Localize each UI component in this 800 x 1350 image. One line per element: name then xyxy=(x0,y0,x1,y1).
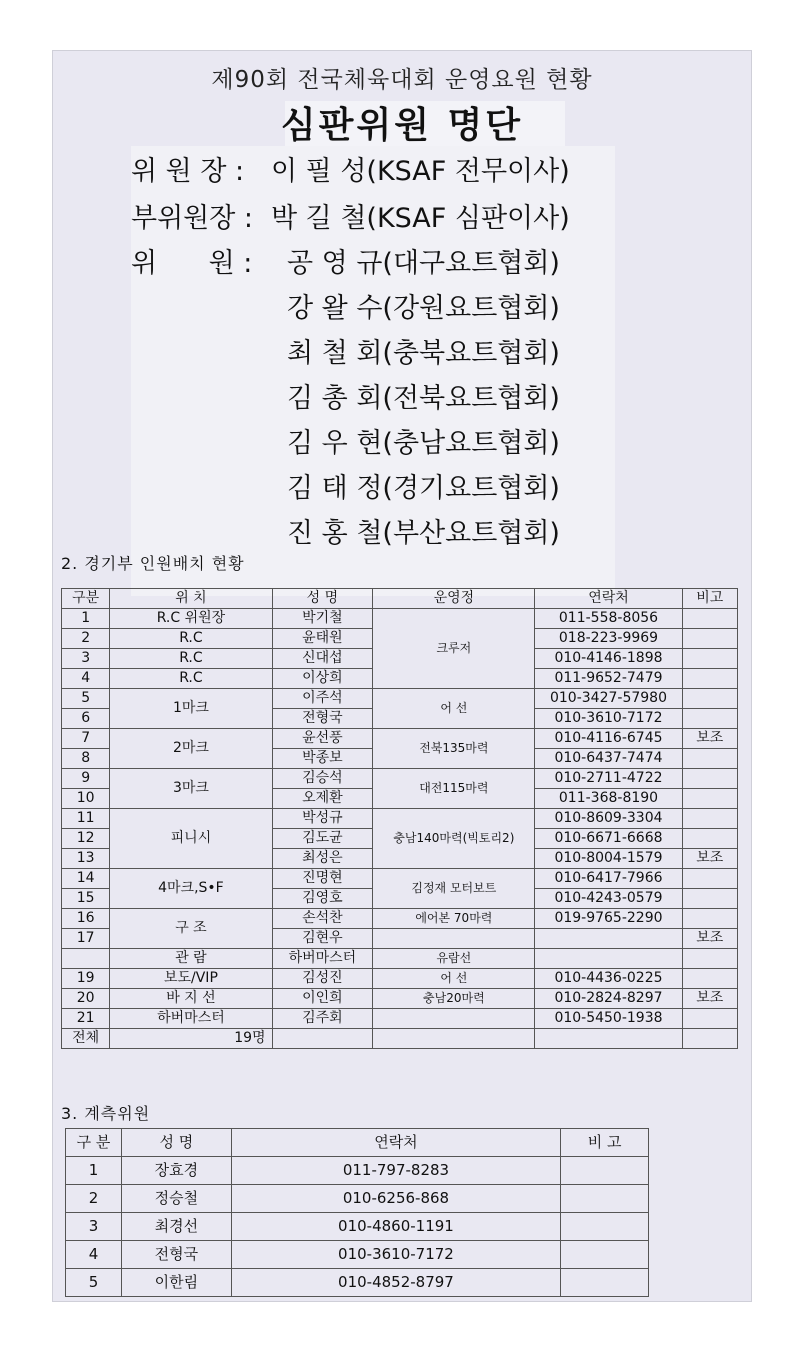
cell-location: R.C xyxy=(110,669,272,689)
cell-name: 최성은 xyxy=(272,849,373,869)
cell-boat: 김정재 모터보트 xyxy=(373,869,535,909)
cell-note xyxy=(682,649,737,669)
cell-location: R.C 위원장 xyxy=(110,609,272,629)
cell-empty xyxy=(535,1029,682,1049)
cell-name: 김현우 xyxy=(272,929,373,949)
table-total-row xyxy=(62,1029,738,1049)
cell-name: 박종보 xyxy=(272,749,373,769)
cell-note: 보조 xyxy=(682,929,737,949)
cell-note xyxy=(682,609,737,629)
cell-name: 장효경 xyxy=(121,1157,231,1185)
cell-note xyxy=(682,829,737,849)
cell-boat xyxy=(373,1009,535,1029)
cell-name: 전형국 xyxy=(272,709,373,729)
committee-member: 진 홍 철(부산요트협회) xyxy=(287,518,560,549)
cell-location: 1마크 xyxy=(110,689,272,729)
table-row xyxy=(62,969,738,989)
cell-boat: 유람선 xyxy=(373,949,535,969)
cell-boat: 에어본 70마력 xyxy=(373,909,535,929)
cell-note xyxy=(682,809,737,829)
cell-name: 김주회 xyxy=(272,1009,373,1029)
cell-location: 3마크 xyxy=(110,769,272,809)
cell-name: 이주석 xyxy=(272,689,373,709)
cell-phone: 011-558-8056 xyxy=(535,609,682,629)
cell-phone: 010-4860-1191 xyxy=(231,1213,560,1241)
cell-boat: 대전115마력 xyxy=(373,769,535,809)
cell-name: 오제환 xyxy=(272,789,373,809)
table-header-row xyxy=(66,1129,649,1157)
table-row xyxy=(66,1269,649,1297)
section2-heading: 2. 경기부 인원배치 현황 xyxy=(61,554,245,573)
cell-name: 전형국 xyxy=(121,1241,231,1269)
table-row xyxy=(66,1157,649,1185)
committee-member: 최 철 회(충북요트협회) xyxy=(287,338,560,369)
cell-note xyxy=(561,1185,649,1213)
cell-location: 하버마스터 xyxy=(110,1009,272,1029)
cell-phone: 010-8609-3304 xyxy=(535,809,682,829)
committee-member: 김 우 현(충남요트협회) xyxy=(287,428,560,459)
document-subtitle: 심판위원 명단 xyxy=(280,105,524,146)
members-label: 위 원 : xyxy=(131,248,253,279)
table-row xyxy=(62,729,738,749)
cell-phone: 010-3427-57980 xyxy=(535,689,682,709)
cell-note xyxy=(682,669,737,689)
table-row xyxy=(62,609,738,629)
cell-no: 16 xyxy=(62,909,110,929)
header-cell: 운영정 xyxy=(373,589,535,609)
cell-name: 신대섭 xyxy=(272,649,373,669)
cell-note xyxy=(682,969,737,989)
cell-name: 진명현 xyxy=(272,869,373,889)
committee-member: 김 총 회(전북요트협회) xyxy=(287,383,560,414)
header-cell: 비 고 xyxy=(561,1129,649,1157)
header-cell: 성 명 xyxy=(121,1129,231,1157)
cell-no: 9 xyxy=(62,769,110,789)
cell-no: 5 xyxy=(62,689,110,709)
measurement-committee-table xyxy=(65,1128,649,1297)
cell-phone xyxy=(535,949,682,969)
table-header-row xyxy=(62,589,738,609)
cell-name: 이인희 xyxy=(272,989,373,1009)
staff-assignment-table xyxy=(61,588,738,1049)
cell-no: 6 xyxy=(62,709,110,729)
cell-empty xyxy=(272,1029,373,1049)
committee-member: 공 영 규(대구요트협회) xyxy=(287,248,560,279)
cell-boat: 충남140마력(빅토리2) xyxy=(373,809,535,869)
cell-phone: 010-2824-8297 xyxy=(535,989,682,1009)
cell-name: 윤선풍 xyxy=(272,729,373,749)
cell-phone: 010-4243-0579 xyxy=(535,889,682,909)
cell-name: 김성진 xyxy=(272,969,373,989)
cell-note xyxy=(682,789,737,809)
total-label: 전체 xyxy=(62,1029,110,1049)
table-row xyxy=(62,909,738,929)
cell-note xyxy=(561,1157,649,1185)
cell-location: 관 람 xyxy=(110,949,272,969)
cell-boat: 어 선 xyxy=(373,969,535,989)
cell-no: 8 xyxy=(62,749,110,769)
cell-name: 손석찬 xyxy=(272,909,373,929)
cell-boat: 전북135마력 xyxy=(373,729,535,769)
cell-no: 3 xyxy=(62,649,110,669)
cell-no: 4 xyxy=(66,1241,122,1269)
cell-phone: 010-3610-7172 xyxy=(535,709,682,729)
cell-no: 1 xyxy=(62,609,110,629)
cell-no: 10 xyxy=(62,789,110,809)
cell-boat: 충남20마력 xyxy=(373,989,535,1009)
table-row xyxy=(62,769,738,789)
cell-phone: 010-6671-6668 xyxy=(535,829,682,849)
cell-phone: 019-9765-2290 xyxy=(535,909,682,929)
cell-phone: 018-223-9969 xyxy=(535,629,682,649)
cell-no: 14 xyxy=(62,869,110,889)
cell-no: 2 xyxy=(62,629,110,649)
cell-phone: 010-6437-7474 xyxy=(535,749,682,769)
table-row xyxy=(62,1009,738,1029)
cell-phone: 010-6256-868 xyxy=(231,1185,560,1213)
header-cell: 구 분 xyxy=(66,1129,122,1157)
committee-members-row xyxy=(131,241,271,280)
table-row xyxy=(66,1241,649,1269)
cell-name: 김승석 xyxy=(272,769,373,789)
cell-no: 17 xyxy=(62,929,110,949)
cell-boat xyxy=(373,929,535,949)
cell-phone xyxy=(535,929,682,949)
cell-name: 박성규 xyxy=(272,809,373,829)
cell-location: 피니시 xyxy=(110,809,272,869)
cell-phone: 010-4146-1898 xyxy=(535,649,682,669)
header-cell: 연락처 xyxy=(231,1129,560,1157)
vice-chair-value: 박 길 철(KSAF 심판이사) xyxy=(271,203,570,234)
cell-no: 19 xyxy=(62,969,110,989)
cell-no: 2 xyxy=(66,1185,122,1213)
header-cell: 성 명 xyxy=(272,589,373,609)
table-row xyxy=(66,1213,649,1241)
cell-name: 정승철 xyxy=(121,1185,231,1213)
cell-name: 하버마스터 xyxy=(272,949,373,969)
cell-empty xyxy=(373,1029,535,1049)
cell-note: 보조 xyxy=(682,849,737,869)
cell-no: 12 xyxy=(62,829,110,849)
cell-note xyxy=(682,889,737,909)
cell-note xyxy=(682,949,737,969)
cell-location: 보도/VIP xyxy=(110,969,272,989)
cell-name: 최경선 xyxy=(121,1213,231,1241)
cell-note xyxy=(682,869,737,889)
cell-phone: 010-4116-6745 xyxy=(535,729,682,749)
cell-no: 21 xyxy=(62,1009,110,1029)
cell-boat: 어 선 xyxy=(373,689,535,729)
cell-name: 이상희 xyxy=(272,669,373,689)
cell-note xyxy=(682,629,737,649)
table-row xyxy=(62,989,738,1009)
cell-empty xyxy=(682,1029,737,1049)
committee-chair-row xyxy=(131,149,570,188)
cell-no: 11 xyxy=(62,809,110,829)
cell-note xyxy=(682,909,737,929)
cell-name: 박기철 xyxy=(272,609,373,629)
cell-phone: 011-9652-7479 xyxy=(535,669,682,689)
cell-note: 보조 xyxy=(682,989,737,1009)
cell-note xyxy=(561,1241,649,1269)
cell-phone: 010-3610-7172 xyxy=(231,1241,560,1269)
table-row xyxy=(66,1185,649,1213)
cell-location: 2마크 xyxy=(110,729,272,769)
total-value: 19명 xyxy=(110,1029,272,1049)
header-cell: 구분 xyxy=(62,589,110,609)
cell-phone: 011-797-8283 xyxy=(231,1157,560,1185)
table-row xyxy=(62,869,738,889)
cell-phone: 010-4852-8797 xyxy=(231,1269,560,1297)
cell-no: 5 xyxy=(66,1269,122,1297)
cell-no: 7 xyxy=(62,729,110,749)
cell-name: 윤태원 xyxy=(272,629,373,649)
cell-phone: 010-2711-4722 xyxy=(535,769,682,789)
cell-phone: 010-6417-7966 xyxy=(535,869,682,889)
cell-no: 13 xyxy=(62,849,110,869)
cell-phone: 010-4436-0225 xyxy=(535,969,682,989)
cell-no: 15 xyxy=(62,889,110,909)
header-cell: 연락처 xyxy=(535,589,682,609)
committee-member: 강 왈 수(강원요트협회) xyxy=(287,293,560,324)
document-title: 제90회 전국체육대회 운영요원 현황 xyxy=(211,67,593,93)
chair-label: 위 원 장 : xyxy=(131,156,245,187)
cell-note xyxy=(682,1009,737,1029)
cell-name: 김도균 xyxy=(272,829,373,849)
table-row xyxy=(62,949,738,969)
cell-note xyxy=(682,749,737,769)
cell-note xyxy=(682,689,737,709)
cell-location: 구 조 xyxy=(110,909,272,949)
cell-name: 김영호 xyxy=(272,889,373,909)
cell-no: 3 xyxy=(66,1213,122,1241)
header-cell: 위 치 xyxy=(110,589,272,609)
cell-location: 4마크,S•F xyxy=(110,869,272,909)
cell-no xyxy=(62,949,110,969)
cell-location: 바 지 선 xyxy=(110,989,272,1009)
table-row xyxy=(62,809,738,829)
header-cell: 비고 xyxy=(682,589,737,609)
cell-no: 1 xyxy=(66,1157,122,1185)
cell-no: 20 xyxy=(62,989,110,1009)
document-page xyxy=(52,50,752,1302)
table-row xyxy=(62,689,738,709)
cell-boat: 크루저 xyxy=(373,609,535,689)
cell-location: R.C xyxy=(110,649,272,669)
cell-no: 4 xyxy=(62,669,110,689)
cell-note xyxy=(682,709,737,729)
cell-phone: 010-8004-1579 xyxy=(535,849,682,869)
cell-note xyxy=(561,1213,649,1241)
cell-note xyxy=(682,769,737,789)
cell-note: 보조 xyxy=(682,729,737,749)
vice-chair-label: 부위원장 : xyxy=(131,203,254,234)
cell-note xyxy=(561,1269,649,1297)
cell-phone: 011-368-8190 xyxy=(535,789,682,809)
chair-value: 이 필 성(KSAF 전무이사) xyxy=(271,156,570,187)
committee-vice-chair-row xyxy=(131,196,570,235)
cell-phone: 010-5450-1938 xyxy=(535,1009,682,1029)
committee-member: 김 태 정(경기요트협회) xyxy=(287,473,560,504)
cell-name: 이한림 xyxy=(121,1269,231,1297)
section3-heading: 3. 계측위원 xyxy=(61,1104,151,1123)
cell-location: R.C xyxy=(110,629,272,649)
